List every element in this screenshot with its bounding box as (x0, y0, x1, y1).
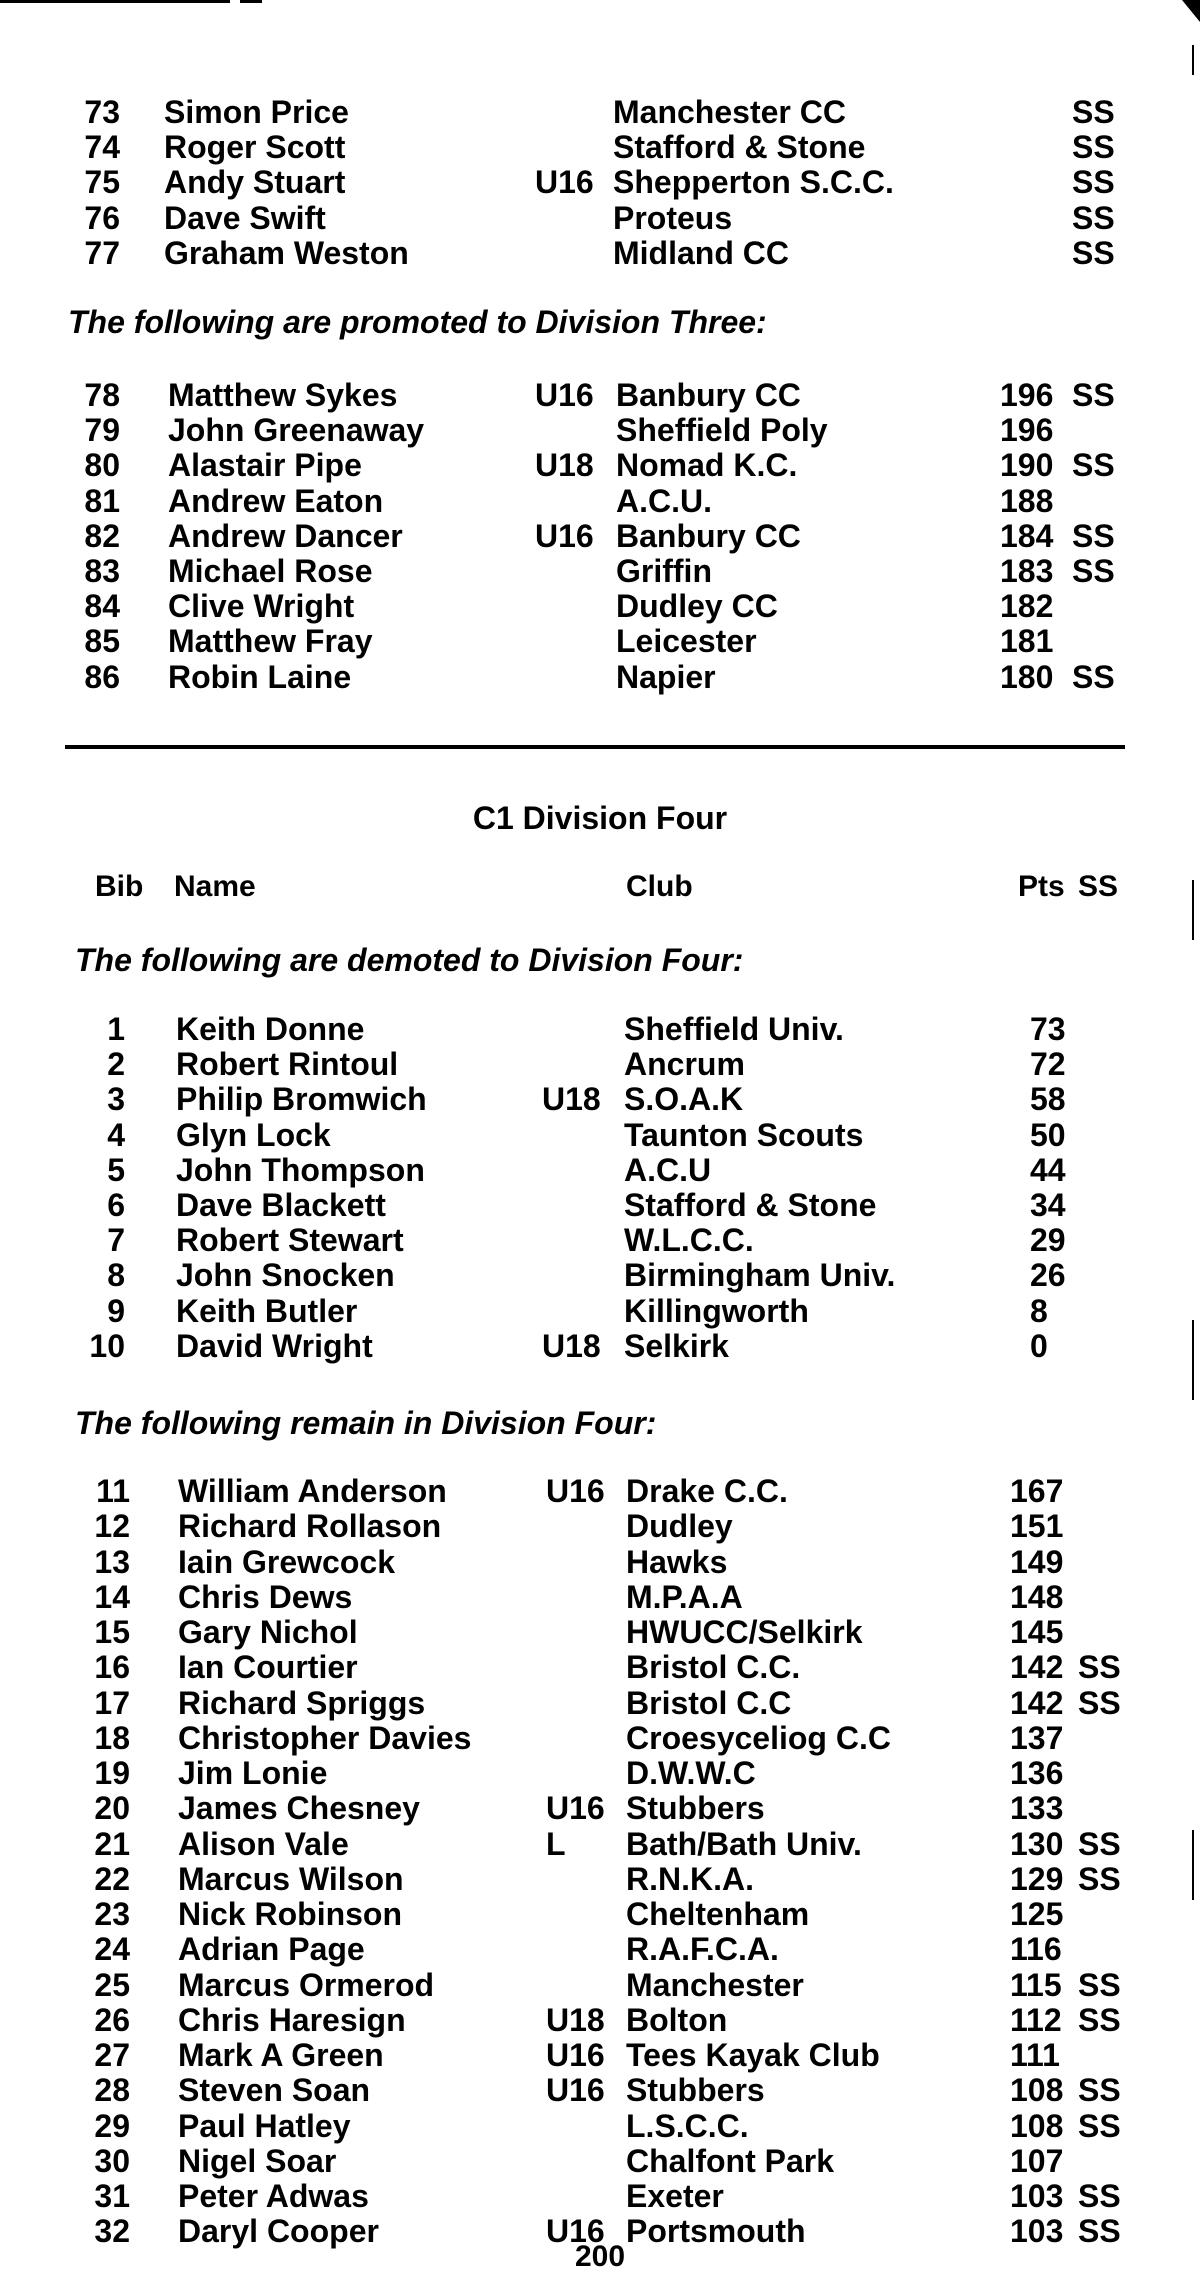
cell-club: A.C.U (624, 1151, 712, 1188)
cell-bib: 4 (107, 1116, 125, 1153)
cell-club: Bristol C.C. (626, 1649, 801, 1686)
cell-bib: 23 (94, 1896, 130, 1932)
cell-club: R.A.F.C.A. (626, 1931, 779, 1968)
cell-pts: 29 (1030, 1222, 1066, 1259)
table-row (0, 2144, 1200, 2178)
cell-name: Nigel Soar (178, 2142, 337, 2179)
cell-name: Peter Adwas (178, 2178, 369, 2214)
cell-club: Sheffield Univ. (624, 1011, 844, 1047)
cell-name: Robert Stewart (176, 1222, 404, 1259)
cell-club: Ancrum (624, 1046, 745, 1083)
cell-name: John Thompson (176, 1151, 425, 1188)
cell-club: Banbury CC (616, 517, 801, 554)
cell-bib: 11 (96, 1473, 130, 1509)
cell-ss: SS (1072, 553, 1115, 589)
cell-pts: 188 (1000, 482, 1054, 519)
cell-pts: 181 (1000, 623, 1054, 660)
table-row (0, 1082, 1200, 1116)
cell-ss: SS (1078, 1860, 1121, 1897)
cell-club: S.O.A.K (624, 1081, 744, 1118)
cell-bib: 77 (84, 234, 120, 271)
cell-bib: 30 (94, 2142, 130, 2179)
cell-club: Selkirk (624, 1327, 729, 1364)
cell-pts: 58 (1030, 1081, 1066, 1118)
cell-name: Dave Swift (164, 199, 326, 236)
cell-pts: 125 (1010, 1896, 1064, 1932)
table-row (0, 1118, 1200, 1152)
cell-ss: SS (1078, 2213, 1121, 2250)
cell-bib: 2 (107, 1046, 125, 1083)
cell-club: W.L.C.C. (624, 1222, 754, 1259)
cell-club: Nomad K.C. (616, 447, 798, 484)
cell-ss: SS (1072, 447, 1115, 484)
cell-ss: SS (1078, 1649, 1121, 1686)
cell-name: John Snocken (176, 1257, 395, 1294)
cell-name: Keith Butler (176, 1292, 358, 1329)
cell-name: Simon Price (164, 94, 349, 130)
cell-pts: 111 (1010, 2037, 1060, 2073)
cell-pts: 142 (1010, 1649, 1064, 1686)
cell-age: U18 (535, 447, 594, 484)
top-rule (0, 0, 230, 3)
cell-name: Keith Donne (176, 1011, 365, 1047)
cell-bib: 21 (94, 1825, 130, 1862)
cell-name: Christopher Davies (178, 1719, 472, 1756)
cell-pts: 72 (1030, 1046, 1066, 1083)
cell-pts: 142 (1010, 1684, 1064, 1721)
cell-pts: 107 (1010, 2142, 1064, 2179)
corner-mark (1182, 0, 1200, 22)
cell-pts: 148 (1010, 1578, 1064, 1615)
cell-bib: 22 (94, 1860, 130, 1897)
cell-name: Paul Hatley (178, 2107, 351, 2144)
cell-pts: 145 (1010, 1614, 1064, 1650)
cell-bib: 26 (94, 2001, 130, 2038)
column-header-bib: Bib (95, 870, 144, 903)
cell-club: Stafford & Stone (624, 1187, 877, 1223)
cell-club: Napier (616, 658, 716, 695)
table-row (0, 1329, 1200, 1363)
cell-name: Andrew Eaton (168, 482, 384, 519)
cell-pts: 167 (1010, 1473, 1064, 1509)
cell-bib: 20 (94, 1790, 130, 1827)
cell-name: Gary Nichol (178, 1614, 358, 1650)
cell-bib: 18 (94, 1719, 130, 1756)
cell-age: U16 (546, 2213, 605, 2250)
cell-bib: 19 (94, 1755, 130, 1791)
cell-bib: 17 (94, 1684, 130, 1721)
cell-pts: 34 (1030, 1187, 1066, 1223)
cell-pts: 182 (1000, 588, 1054, 625)
cell-bib: 3 (107, 1081, 125, 1118)
cell-bib: 1 (107, 1011, 125, 1047)
cell-ss: SS (1072, 377, 1115, 413)
column-header-pts: Pts (1018, 870, 1065, 903)
table-row (0, 1153, 1200, 1187)
cell-age: U18 (546, 2001, 605, 2038)
table-row (0, 1862, 1200, 1896)
cell-pts: 130 (1010, 1825, 1064, 1862)
cell-name: Glyn Lock (176, 1116, 331, 1153)
cell-pts: 133 (1010, 1790, 1064, 1827)
cell-name: Andy Stuart (164, 164, 346, 201)
cell-age: U18 (542, 1081, 601, 1118)
table-row (0, 589, 1200, 623)
table-row (0, 519, 1200, 553)
table-row (0, 236, 1200, 270)
cell-club: Midland CC (613, 234, 789, 271)
table-row (0, 554, 1200, 588)
cell-bib: 29 (94, 2107, 130, 2144)
cell-ss: SS (1078, 2178, 1121, 2214)
table-row (0, 1047, 1200, 1081)
cell-pts: 44 (1030, 1151, 1066, 1188)
cell-age: U16 (535, 164, 594, 201)
cell-name: Iain Grewcock (178, 1543, 395, 1580)
column-header-name: Name (174, 870, 256, 903)
table-row (0, 1968, 1200, 2002)
cell-bib: 84 (84, 588, 120, 625)
table-row (0, 1721, 1200, 1755)
cell-bib: 13 (94, 1543, 130, 1580)
cell-club: Stafford & Stone (613, 129, 866, 166)
cell-club: Griffin (616, 553, 712, 589)
cell-age: U16 (546, 2072, 605, 2109)
table-row (0, 1223, 1200, 1257)
cell-bib: 75 (84, 164, 120, 201)
cell-pts: 180 (1000, 658, 1054, 695)
cell-name: Richard Spriggs (178, 1684, 426, 1721)
cell-pts: 137 (1010, 1719, 1064, 1756)
cell-club: Cheltenham (626, 1896, 810, 1932)
cell-name: John Greenaway (168, 412, 425, 449)
cell-name: Alison Vale (178, 1825, 349, 1862)
table-row (0, 448, 1200, 482)
cell-ss: SS (1078, 2001, 1121, 2038)
table-row (0, 130, 1200, 164)
cell-pts: 116 (1010, 1931, 1062, 1968)
cell-pts: 196 (1000, 377, 1054, 413)
cell-club: Bolton (626, 2001, 728, 2038)
cell-ss: SS (1078, 1684, 1121, 1721)
table-row (0, 1756, 1200, 1790)
cell-club: Manchester CC (613, 94, 846, 130)
cell-name: Philip Bromwich (176, 1081, 427, 1118)
promoted-heading: The following are promoted to Division Three: (68, 304, 767, 340)
cell-club: Tees Kayak Club (626, 2037, 880, 2073)
cell-age: U16 (535, 377, 594, 413)
cell-bib: 16 (94, 1649, 130, 1686)
table-row (0, 1545, 1200, 1579)
cell-club: Dudley (626, 1508, 733, 1545)
cell-pts: 103 (1010, 2178, 1064, 2214)
table-row (0, 660, 1200, 694)
edge-mark (1192, 45, 1194, 75)
cell-age: U16 (546, 1790, 605, 1827)
cell-name: Matthew Sykes (168, 377, 398, 413)
cell-name: Alastair Pipe (168, 447, 362, 484)
cell-bib: 81 (84, 482, 120, 519)
cell-pts: 73 (1030, 1011, 1066, 1047)
cell-age: U16 (535, 517, 594, 554)
cell-pts: 26 (1030, 1257, 1066, 1294)
cell-pts: 149 (1010, 1543, 1064, 1580)
cell-ss: SS (1078, 2072, 1121, 2109)
cell-bib: 31 (94, 2178, 130, 2214)
cell-bib: 85 (84, 623, 120, 660)
cell-pts: 108 (1010, 2107, 1064, 2144)
cell-bib: 74 (84, 129, 120, 166)
cell-name: Marcus Ormerod (178, 1966, 435, 2003)
cell-club: Shepperton S.C.C. (613, 164, 894, 201)
cell-bib: 5 (107, 1151, 125, 1188)
table-row (0, 1686, 1200, 1720)
cell-bib: 9 (107, 1292, 125, 1329)
table-row (0, 2038, 1200, 2072)
cell-ss: SS (1078, 1825, 1121, 1862)
cell-club: Proteus (613, 199, 733, 236)
cell-name: Dave Blackett (176, 1187, 386, 1223)
cell-club: Killingworth (624, 1292, 809, 1329)
cell-age: U16 (546, 2037, 605, 2073)
cell-age: U16 (546, 1473, 605, 1509)
cell-bib: 82 (84, 517, 120, 554)
cell-bib: 14 (94, 1578, 130, 1615)
cell-name: David Wright (176, 1327, 373, 1364)
cell-name: Nick Robinson (178, 1896, 403, 1932)
cell-club: Stubbers (626, 1790, 765, 1827)
cell-club: L.S.C.C. (626, 2107, 749, 2144)
cell-pts: 151 (1010, 1508, 1064, 1545)
table-row (0, 1932, 1200, 1966)
remain-heading: The following remain in Division Four: (75, 1405, 657, 1441)
cell-name: Ian Courtier (178, 1649, 358, 1686)
cell-name: Matthew Fray (168, 623, 373, 660)
cell-club: Drake C.C. (626, 1473, 788, 1509)
cell-ss: SS (1078, 1966, 1121, 2003)
cell-pts: 190 (1000, 447, 1054, 484)
cell-club: R.N.K.A. (626, 1860, 754, 1897)
cell-bib: 73 (84, 94, 120, 130)
cell-pts: 8 (1030, 1292, 1048, 1329)
cell-name: Mark A Green (178, 2037, 384, 2073)
cell-name: Jim Lonie (178, 1755, 328, 1791)
cell-bib: 24 (94, 1931, 130, 1968)
table-row (0, 2073, 1200, 2107)
table-row (0, 2109, 1200, 2143)
cell-pts: 108 (1010, 2072, 1064, 2109)
cell-club: M.P.A.A (626, 1578, 743, 1615)
table-row (0, 1650, 1200, 1684)
cell-bib: 28 (94, 2072, 130, 2109)
column-header-club: Club (626, 870, 693, 903)
cell-age: U18 (542, 1327, 601, 1364)
cell-ss: SS (1072, 94, 1115, 130)
demoted-heading: The following are demoted to Division Four: (75, 942, 744, 978)
table-row (0, 484, 1200, 518)
cell-club: Birmingham Univ. (624, 1257, 896, 1294)
cell-bib: 80 (84, 447, 120, 484)
cell-pts: 136 (1010, 1755, 1064, 1791)
column-header-ss: SS (1078, 870, 1119, 903)
cell-bib: 7 (107, 1222, 125, 1259)
cell-pts: 183 (1000, 553, 1054, 589)
cell-club: Taunton Scouts (624, 1116, 864, 1153)
table-row (0, 1897, 1200, 1931)
cell-name: Graham Weston (164, 234, 409, 271)
cell-pts: 196 (1000, 412, 1054, 449)
table-row (0, 165, 1200, 199)
cell-name: Andrew Dancer (168, 517, 403, 554)
cell-name: Steven Soan (178, 2072, 371, 2109)
cell-club: Dudley CC (616, 588, 778, 625)
cell-ss: SS (1072, 658, 1115, 695)
cell-name: Chris Haresign (178, 2001, 406, 2038)
cell-bib: 6 (107, 1187, 125, 1223)
cell-bib: 15 (94, 1614, 130, 1650)
cell-club: Portsmouth (626, 2213, 806, 2250)
cell-ss: SS (1072, 199, 1115, 236)
cell-bib: 12 (94, 1508, 130, 1545)
cell-club: Manchester (626, 1966, 804, 2003)
cell-name: Marcus Wilson (178, 1860, 404, 1897)
cell-club: HWUCC/Selkirk (626, 1614, 863, 1650)
cell-name: Richard Rollason (178, 1508, 442, 1545)
cell-pts: 50 (1030, 1116, 1066, 1153)
table-row (0, 95, 1200, 129)
cell-ss: SS (1072, 517, 1115, 554)
cell-name: Robert Rintoul (176, 1046, 399, 1083)
cell-pts: 129 (1010, 1860, 1064, 1897)
cell-name: Clive Wright (168, 588, 355, 625)
cell-name: Michael Rose (168, 553, 373, 589)
table-row (0, 1294, 1200, 1328)
cell-bib: 79 (84, 412, 120, 449)
table-row (0, 2003, 1200, 2037)
cell-club: Banbury CC (616, 377, 801, 413)
table-row (0, 1615, 1200, 1649)
cell-bib: 83 (84, 553, 120, 589)
cell-name: Roger Scott (164, 129, 346, 166)
cell-club: Leicester (616, 623, 757, 660)
cell-bib: 25 (94, 1966, 130, 2003)
cell-name: Daryl Cooper (178, 2213, 379, 2250)
table-row (0, 1580, 1200, 1614)
cell-club: Bristol C.C (626, 1684, 792, 1721)
table-row (0, 413, 1200, 447)
table-row (0, 624, 1200, 658)
cell-ss: SS (1078, 2107, 1121, 2144)
cell-bib: 32 (94, 2213, 130, 2250)
edge-mark (1192, 880, 1194, 940)
page-number: 200 (575, 2240, 626, 2273)
table-row (0, 2179, 1200, 2213)
cell-bib: 10 (89, 1327, 125, 1364)
cell-club: Hawks (626, 1543, 728, 1580)
top-rule-fragment (240, 0, 262, 3)
cell-club: Stubbers (626, 2072, 765, 2109)
table-row (0, 201, 1200, 235)
table-row (0, 1791, 1200, 1825)
cell-name: Chris Dews (178, 1578, 353, 1615)
cell-bib: 27 (94, 2037, 130, 2073)
table-row (0, 1188, 1200, 1222)
cell-ss: SS (1072, 234, 1115, 271)
table-row (0, 1509, 1200, 1543)
cell-club: Sheffield Poly (616, 412, 828, 449)
cell-club: A.C.U. (616, 482, 712, 519)
cell-pts: 0 (1030, 1327, 1048, 1364)
cell-club: D.W.W.C (626, 1755, 756, 1791)
cell-club: Exeter (626, 2178, 724, 2214)
cell-ss: SS (1072, 164, 1115, 201)
cell-pts: 115 (1010, 1966, 1062, 2003)
cell-bib: 8 (107, 1257, 125, 1294)
cell-age: L (546, 1825, 566, 1862)
table-row (0, 1827, 1200, 1861)
table-row (0, 1012, 1200, 1046)
table-row (0, 1474, 1200, 1508)
cell-name: Adrian Page (178, 1931, 365, 1968)
division-title: C1 Division Four (472, 800, 728, 836)
cell-bib: 78 (84, 377, 120, 413)
cell-bib: 86 (84, 658, 120, 695)
cell-ss: SS (1072, 129, 1115, 166)
cell-pts: 103 (1010, 2213, 1064, 2250)
cell-club: Croesyceliog C.C (626, 1719, 891, 1756)
cell-club: Bath/Bath Univ. (626, 1825, 862, 1862)
section-divider (65, 745, 1125, 749)
cell-pts: 112 (1010, 2001, 1062, 2038)
cell-bib: 76 (84, 199, 120, 236)
cell-pts: 184 (1000, 517, 1054, 554)
table-row (0, 378, 1200, 412)
cell-name: Robin Laine (168, 658, 352, 695)
cell-club: Chalfont Park (626, 2142, 835, 2179)
cell-name: James Chesney (178, 1790, 420, 1827)
table-row (0, 1258, 1200, 1292)
cell-name: William Anderson (178, 1473, 447, 1509)
